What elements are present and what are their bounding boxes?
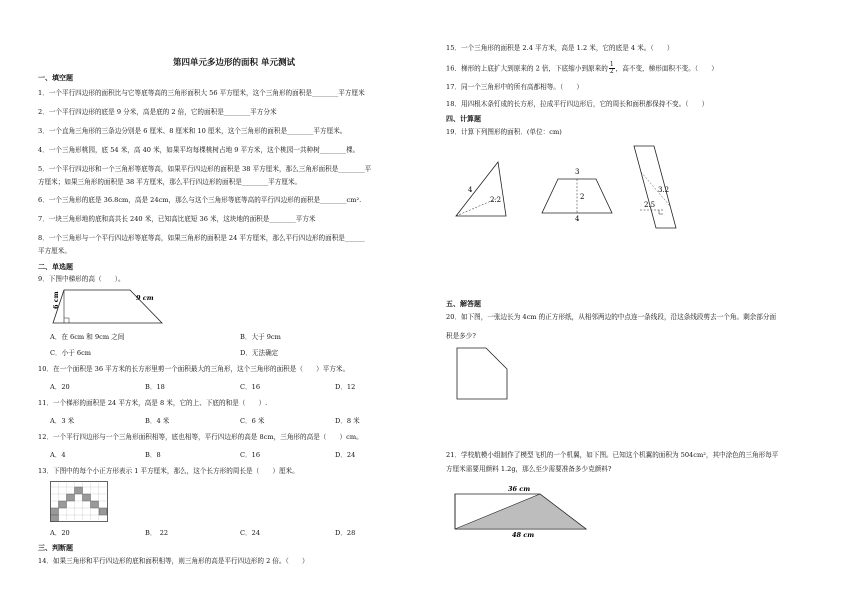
q16-text-before: 16．梯形的上底扩大到原来的 2 倍，下底缩小到原来的 (446, 64, 608, 73)
question-19: 19．计算下列图形的面积．(单位：cm) (446, 128, 562, 136)
triangle-label-side: 4 (468, 186, 473, 194)
section-judge: 三、判断题 (38, 544, 73, 552)
question-20-line1: 20．如下图，一张边长为 4cm 的正方形纸，从相邻两边的中点连一条线段，沿这条线段剪去一个角。剩余部分面 (446, 313, 777, 321)
wing-label-top: 36 cm (508, 485, 531, 493)
parallelogram-label-a: 3.2 (658, 186, 670, 194)
q13-option-b[interactable]: B． 22 (145, 529, 169, 537)
question-11: 11．一个梯形的面积是 24 平方米，高是 8 米，它的上、下底的和是（ ）. (38, 399, 268, 407)
q9-option-d[interactable]: D．无法确定 (240, 349, 279, 357)
wing-figure (454, 484, 594, 540)
question-18: 18．用四根木条钉成的长方形，拉成平行四边形后，它的周长和面积都保持不变。（ ） (446, 100, 709, 108)
section-answer: 五、解答题 (446, 300, 481, 308)
grid-figure (50, 481, 110, 523)
q9-option-a[interactable]: A．在 6cm 和 9cm 之间 (50, 333, 125, 341)
question-21-line1: 21．学校航模小组制作了模型飞机的一个机翼，如下图。已知这个机翼的面积为 504cm²，其中涂色的三角形每平 (446, 451, 779, 459)
trapezoid-label-bottom: 4 (575, 215, 580, 221)
q12-option-a[interactable]: A．4 (50, 451, 66, 459)
question-17: 17．同一个三角形中的所有高都相等。（ ） (446, 83, 583, 91)
q9-option-b[interactable]: B．大于 9cm (240, 333, 281, 341)
q9-option-c[interactable]: C．小于 6cm (50, 349, 92, 357)
question-21-line2: 方厘米需要用颜料 1.2g，那么至少需要准备多少克颜料? (446, 465, 612, 473)
q13-option-d[interactable]: D．28 (335, 529, 356, 537)
question-8-line2: 平方厘米。 (38, 247, 71, 255)
fraction-one-half: $\frac{1}{2}$ (609, 61, 614, 75)
trapezoid-label-right: 9 cm (136, 294, 154, 302)
section-single: 二、单选题 (38, 263, 73, 271)
question-1: 1．一个平行四边形的面积比与它等底等高的三角形面积大 56 平方厘米，这个三角形的面积是________平方厘米 (38, 89, 365, 97)
q13-option-a[interactable]: A．20 (50, 529, 70, 537)
question-16 (446, 62, 838, 75)
cut-square-figure (456, 347, 508, 401)
q10-option-d[interactable]: D．12 (335, 383, 356, 391)
q13-option-c[interactable]: C．24 (240, 529, 261, 537)
q12-option-c[interactable]: C．16 (240, 451, 261, 459)
q11-option-d[interactable]: D．8 米 (335, 417, 360, 425)
parallelogram-label-b: 2.5 (644, 201, 656, 209)
q12-option-d[interactable]: D．24 (335, 451, 356, 459)
question-14: 14．如果三角形和平行四边形的底和面积相等，则三角形的高是平行四边形的 2 倍。（ ） (38, 557, 309, 565)
question-15: 15．一个三角形的面积是 2.4 平方米，高是 1.2 米，它的底是 4 米。（ ） (446, 44, 674, 52)
trapezoid-label-top: 3 (575, 168, 580, 176)
triangle-label-height: 2.2 (490, 196, 502, 204)
q16-text-after: ，高不变，梯形面积不变。（ ） (615, 64, 718, 73)
section-calc: 四、计算题 (446, 115, 481, 123)
question-12: 12．一个平行四边形与一个三角形面积相等，底也相等，平行四边形的高是 8cm，三角形的高是（ ）cm。 (38, 433, 363, 441)
question-7: 7．一块三角形地的底和高共长 240 米，已知高比底短 36 米，这块地的面积是________平方米 (38, 215, 316, 223)
question-10: 10．在一个面积是 36 平方米的长方形里剪一个面积最大的三角形，这个三角形的面积是（ ）平方米。 (38, 365, 350, 373)
question-2: 2．一个平行四边形的底是 9 分米，高是底的 2 倍，它的面积是________平方分米 (38, 108, 277, 116)
wing-label-bottom: 48 cm (512, 531, 535, 539)
q10-option-c[interactable]: C．16 (240, 383, 261, 391)
question-20-line2: 积是多少? (446, 332, 476, 340)
question-3: 3．一个直角三角形的三条边分别是 6 厘米、8 厘米和 10 厘米，这个三角形的面积是________平方厘米。 (38, 127, 347, 135)
q11-option-c[interactable]: C．6 米 (240, 417, 265, 425)
q10-option-b[interactable]: B．18 (145, 383, 165, 391)
trapezoid-calc-figure (540, 165, 616, 221)
q11-option-b[interactable]: B．4 米 (145, 417, 170, 425)
page-title: 第四单元多边形的面积 单元测试 (173, 58, 295, 68)
parallelogram-figure (630, 144, 680, 230)
trapezoid-figure (50, 287, 180, 329)
trapezoid-label-height: 2 (580, 193, 585, 201)
question-5-line1: 5．一个平行四边形和一个三角形等底等高，如果平行四边形的面积是 38 平方厘米，那么三角形面积是________平 (38, 165, 372, 173)
question-6: 6．一个三角形的底是 36.8cm，高是 24cm，那么与这个三角形等底等高的平行四边形的面积是________cm². (38, 196, 362, 204)
question-13: 13．下图中的每个小正方形表示 1 平方厘米，那么，这个长方形的周长是（ ）厘米。 (38, 467, 299, 475)
q12-option-b[interactable]: B．8 (145, 451, 161, 459)
q10-option-a[interactable]: A．20 (50, 383, 70, 391)
question-4: 4．一个三角形桃园，底 54 米，高 40 米，如果平均每棵桃树占地 9 平方米，这个桃园一共种树________棵。 (38, 146, 360, 154)
question-8-line1: 8．一个三角形与一个平行四边形等底等高，如果三角形的面积是 24 平方厘米，那么平行四边形的面积是______ (38, 234, 365, 242)
question-9: 9．下图中梯形的高（ ）。 (38, 275, 125, 283)
trapezoid-label-left: 6 cm (52, 291, 60, 309)
question-5-line2: 方厘米；如果三角形的面积是 38 平方厘米，那么平行四边形的面积是________平方厘米。 (38, 178, 302, 186)
triangle-figure (454, 160, 514, 220)
section-fill: 一、填空题 (38, 74, 73, 82)
q11-option-a[interactable]: A．3 米 (50, 417, 75, 425)
